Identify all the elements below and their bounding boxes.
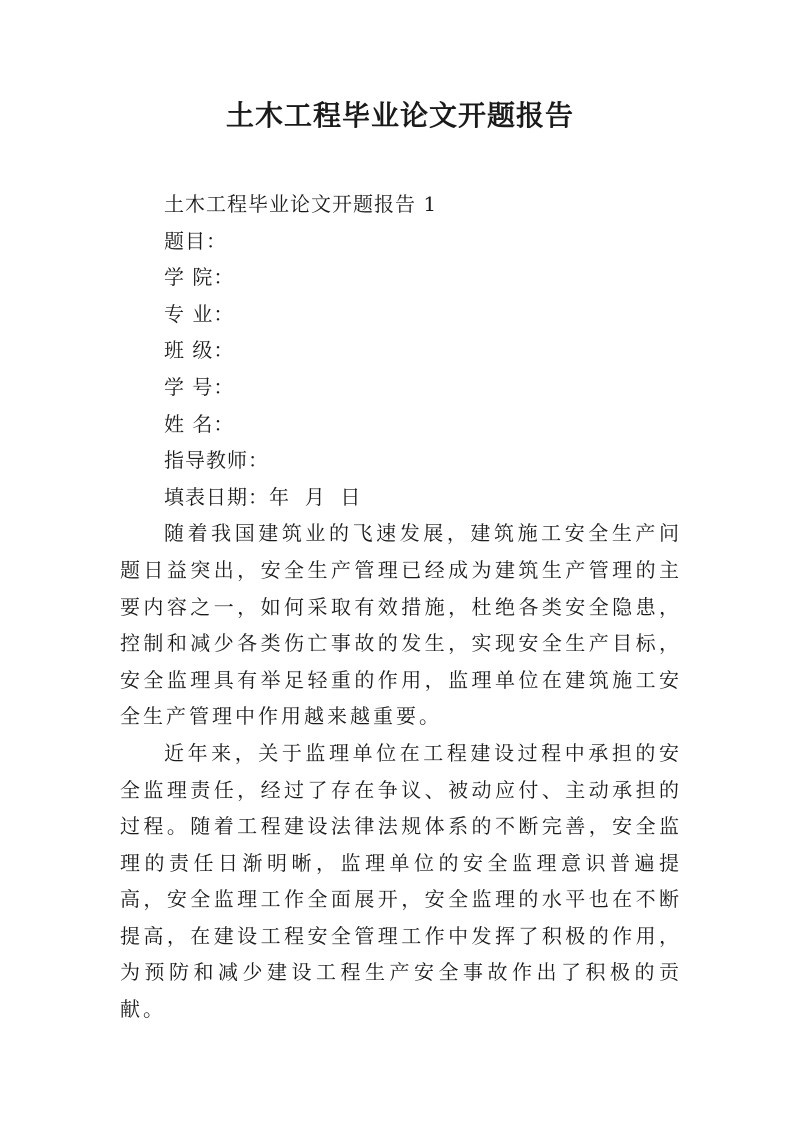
report-subtitle: 土木工程毕业论文开题报告 1	[164, 192, 438, 216]
field-class: 班 级：	[164, 338, 235, 363]
field-topic: 题目：	[164, 228, 227, 253]
field-name: 姓 名：	[164, 411, 235, 436]
field-major: 专 业：	[164, 301, 235, 326]
field-student-id: 学 号：	[164, 374, 235, 399]
body-paragraph: 随着我国建筑业的飞速发展，建筑施工安全生产问题日益突出，安全生产管理已经成为建筑生产管理的主要内容之一，如何采取有效措施，杜绝各类安全隐患，控制和减少各类伤亡事故的发生，实现安全生产目标，安全监理具有举足轻重的作用，监理单位在建筑施工安全生产管理中作用越来越重要。	[120, 521, 682, 729]
field-college: 学 院：	[164, 265, 235, 290]
document-title: 土木工程毕业论文开题报告	[225, 99, 574, 132]
document-body	[120, 186, 682, 1028]
field-advisor: 指导教师：	[164, 448, 269, 473]
body-paragraph: 近年来，关于监理单位在工程建设过程中承担的安全监理责任，经过了存在争议、被动应付、主动承担的过程。随着工程建设法律法规体系的不断完善，安全监理的责任日渐明晰，监理单位的安全监理意识普遍提高，安全监理工作全面展开，安全监理的水平也在不断提高，在建设工程安全管理工作中发挥了积极的作用，为预防和减少建设工程生产安全事故作出了积极的贡献。	[120, 740, 682, 1022]
field-date: 填表日期：年 月 日	[164, 484, 362, 509]
